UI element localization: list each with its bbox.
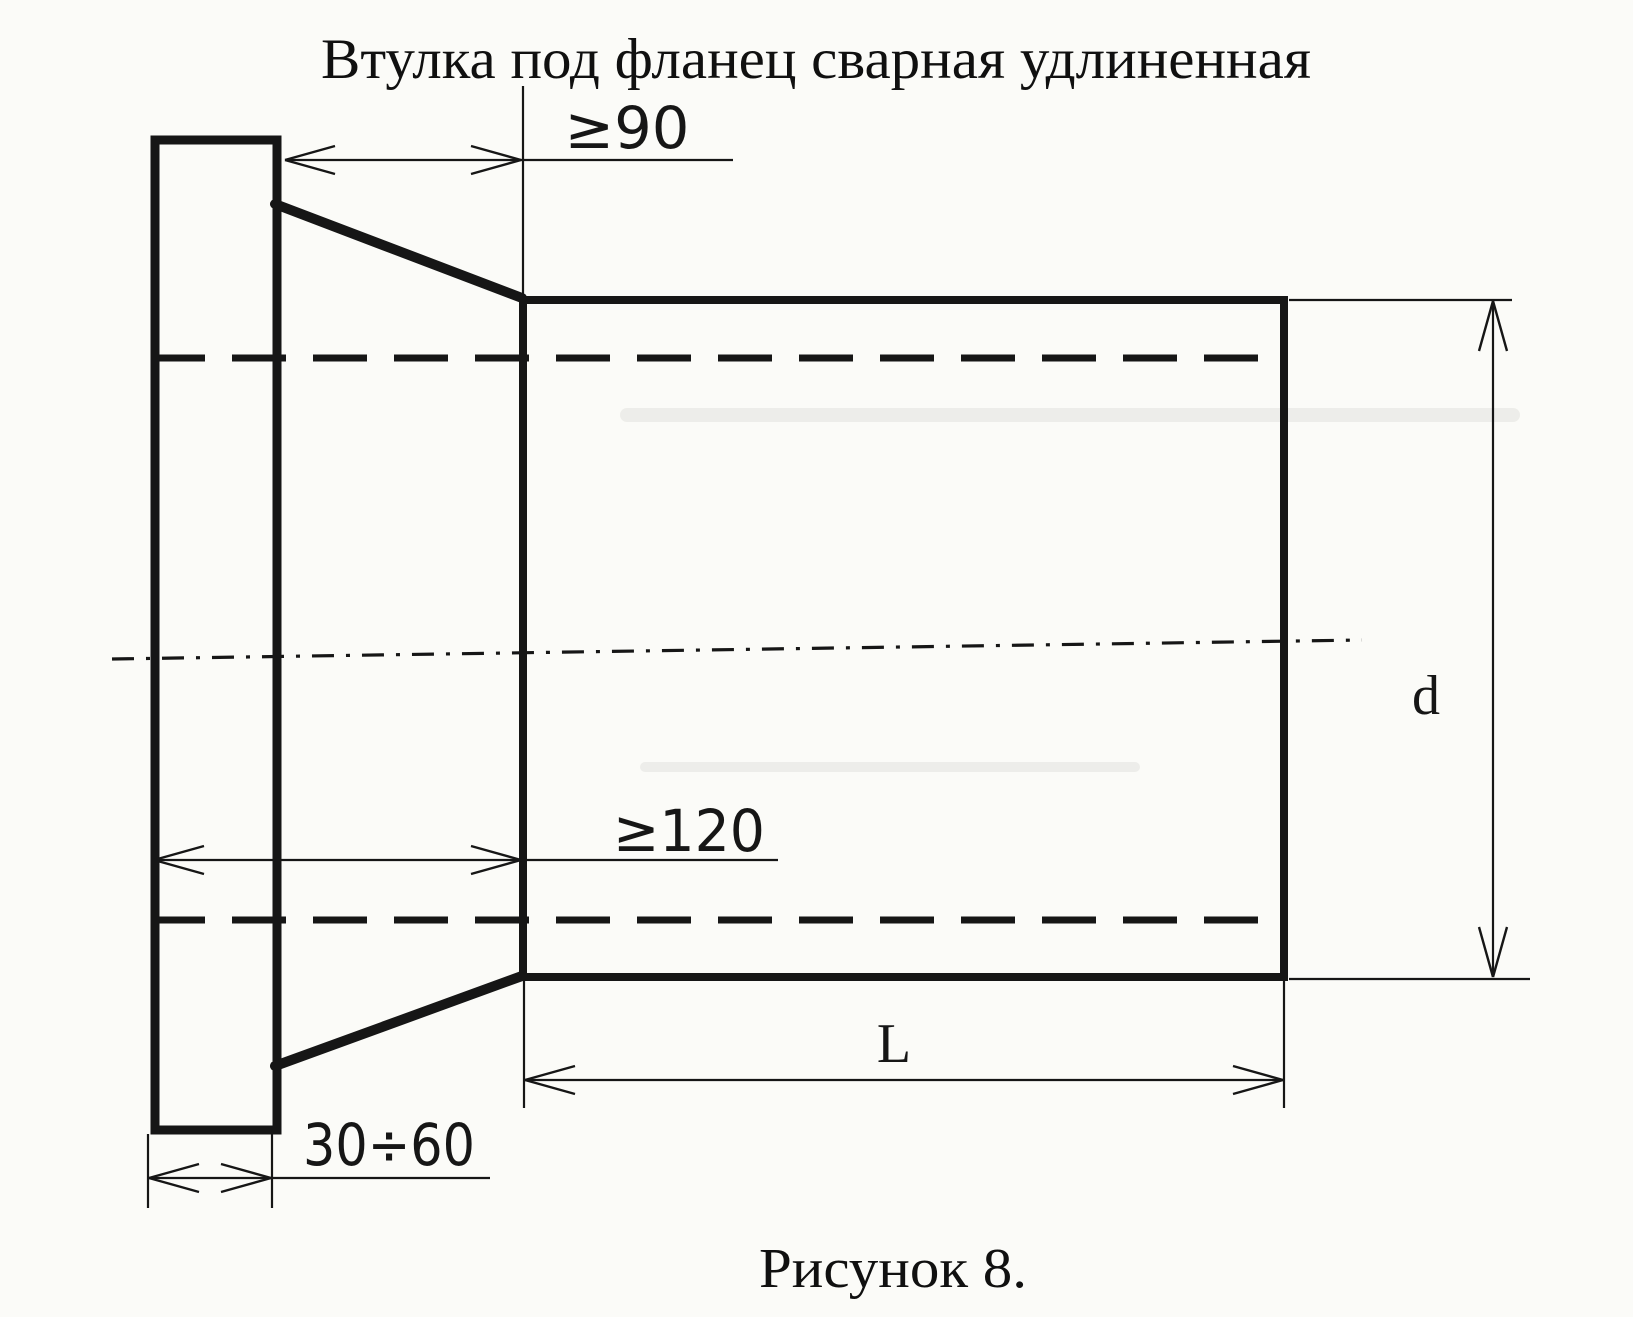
- scan-smudge: [620, 408, 1520, 422]
- weld-taper-bottom-line: [275, 976, 522, 1066]
- dimension-label-flange-to-pipe: ≥120: [613, 797, 765, 865]
- dimension-label-pipe-length: L: [876, 1013, 912, 1075]
- drawing-title: Втулка под фланец сварная удлиненная: [321, 28, 1311, 91]
- dimension-label-taper-length: ≥90: [564, 94, 690, 162]
- weld-taper-top-line: [275, 204, 522, 298]
- pipe-outline: [523, 300, 1284, 977]
- dimension-label-pipe-diameter: d: [1412, 665, 1440, 727]
- scan-smudge: [640, 762, 1140, 772]
- dimension-label-flange-thickness: 30÷60: [303, 1111, 475, 1179]
- axis-center-line: [112, 640, 1362, 659]
- figure-caption: Рисунок 8.: [759, 1238, 1027, 1300]
- flange-outline: [155, 140, 277, 1130]
